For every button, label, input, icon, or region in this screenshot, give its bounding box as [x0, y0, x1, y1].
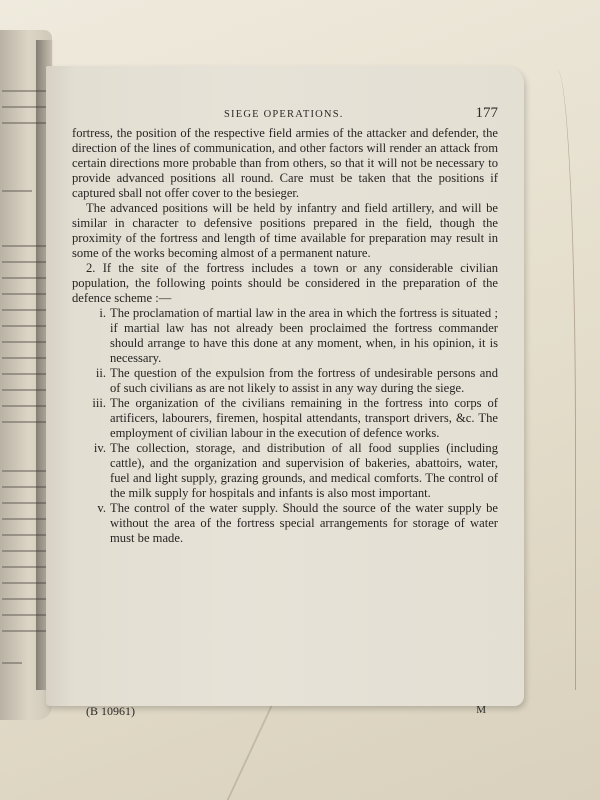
- list-numeral: i.: [99, 306, 106, 320]
- list-item: [72, 306, 498, 366]
- advanced-positions-paragraph: The advanced positions will be held by infantry and field artillery, and will be similar in character to defensive positions prepared in the field, though the proximity of the fortress and length of time available for preparation may result in some of the works becoming almost of a permanent nature.: [72, 201, 498, 260]
- book-page: [46, 66, 524, 718]
- list-item-text: The proclamation of martial law in the area in which the fortress is situated ; if martial law has not already been proclaimed the fortress commander should arrange to have this done at any moment, when, in his opinion, it is necessary.: [110, 306, 498, 365]
- list-item: [72, 366, 498, 396]
- list-item-text: The control of the water supply. Should the source of the water supply be without the area of the fortress special arrangements for storage of water must be made.: [110, 501, 498, 545]
- list-numeral: ii.: [95, 366, 106, 380]
- list-item-text: The collection, storage, and distribution of all food supplies (including cattle), and the organization and supervision of bakeries, abattoirs, water, fuel and light supply, grazing grounds, and medical comforts. The control of the milk supply for hospitals and infants is also most important.: [110, 441, 498, 500]
- continuation-paragraph: fortress, the position of the respective field armies of the attacker and defender, the direction of the lines of communication, and other factors will render an attack from certain directions more probable than from others, so that it will not be necessary to provide advanced positions all round. Care must be taken that the positions if captured sball not offer cover to the besieger.: [72, 126, 498, 200]
- page-number: 177: [475, 105, 498, 121]
- point-2-paragraph: 2. If the site of the fortress includes a town or any considerable civilian population, the following points should be considered in the preparation of the defence scheme :—: [72, 261, 498, 305]
- list-numeral: v.: [97, 501, 106, 515]
- list-item: [72, 396, 498, 441]
- body-text: [72, 126, 498, 546]
- signature-mark: M: [476, 704, 486, 716]
- page-footer: [86, 704, 506, 720]
- list-item: [72, 501, 498, 546]
- list-numeral: iv.: [93, 441, 106, 455]
- list-item: [72, 441, 498, 501]
- running-head: SIEGE OPERATIONS.: [224, 109, 344, 120]
- list-numeral: iii.: [92, 396, 106, 410]
- print-code: (B 10961): [86, 704, 135, 718]
- list-item-text: The organization of the civilians remaining in the fortress into corps of artificers, labourers, firemen, hospital attendants, transport drivers, &c. The employment of civilian labour in the execution of defence works.: [110, 396, 498, 440]
- list-item-text: The question of the expulsion from the fortress of undesirable persons and of such civilians as are not likely to assist in any way during the siege.: [110, 366, 498, 395]
- defence-scheme-list: [72, 306, 498, 546]
